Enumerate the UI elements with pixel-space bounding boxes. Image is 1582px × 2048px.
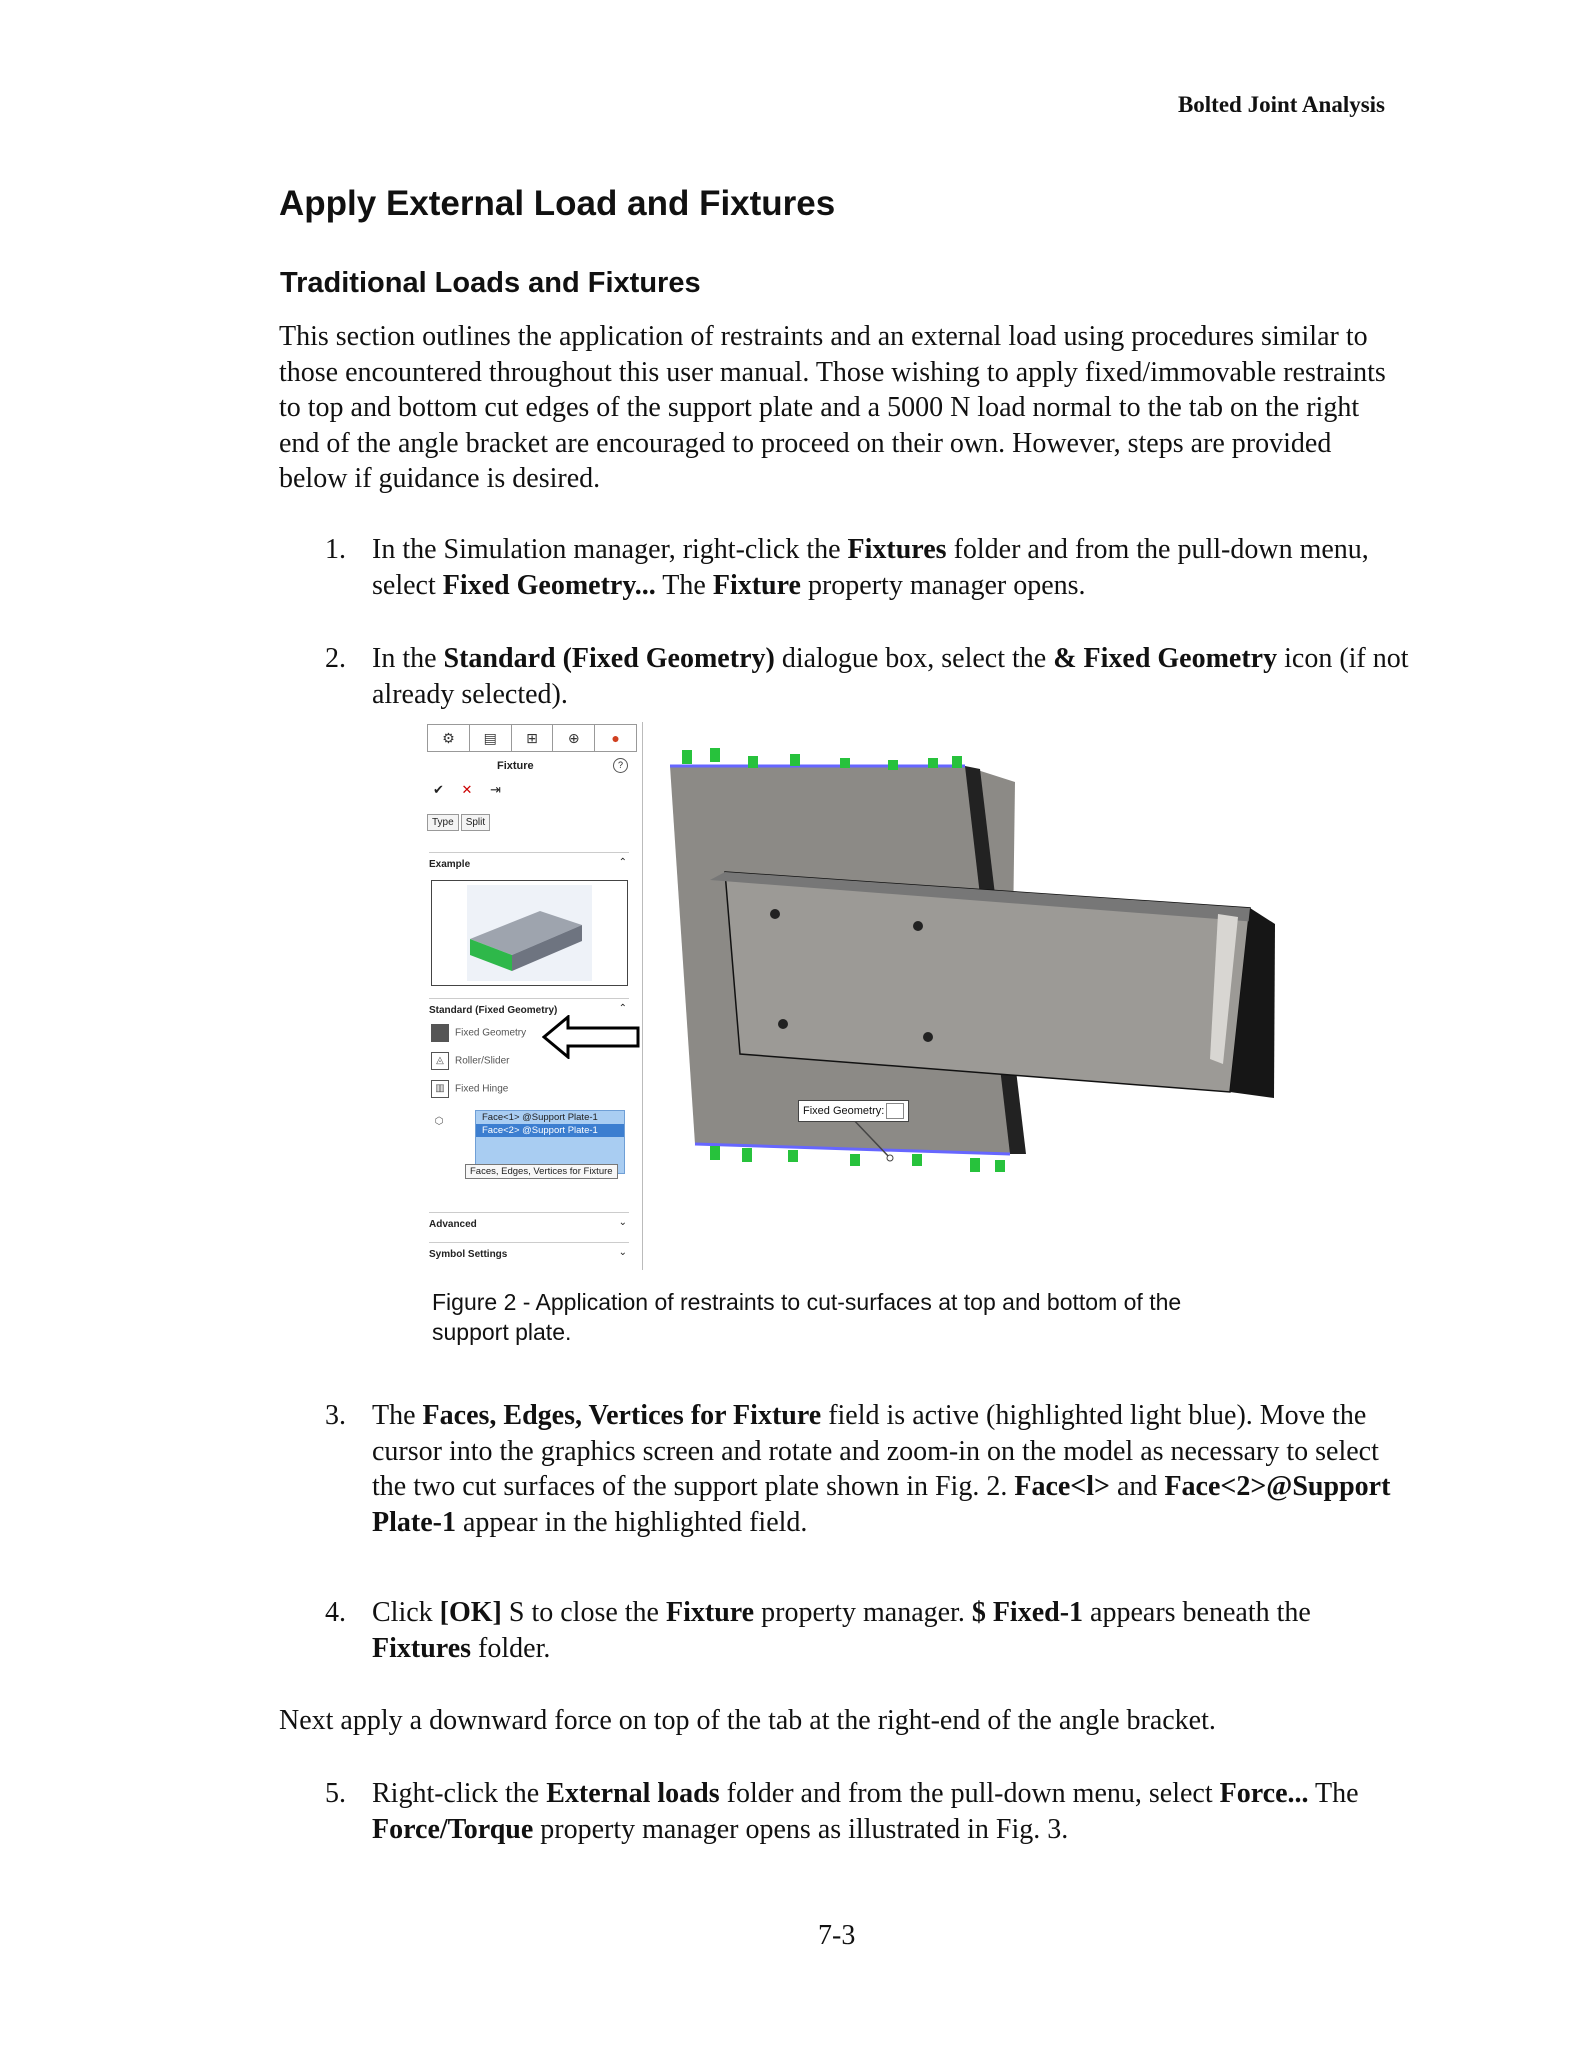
roller-slider-icon: ◬ [431,1052,449,1070]
fixed-geometry-callout: Fixed Geometry: [798,1100,909,1122]
chevron-down-icon: ⌄ [618,1247,627,1258]
fixture-property-manager [425,722,643,1270]
chevron-down-icon: ⌄ [618,1217,627,1228]
fixed-hinge-icon: ▥ [431,1080,449,1098]
list-item[interactable]: Face<2> @Support Plate-1 [476,1124,624,1137]
example-group-header[interactable]: Example ⌃ [429,852,629,870]
intro-paragraph: This section outlines the application of restraints and an external load using procedures similar to those encountered throughout this user manual. Those wishing to apply fixed/immovable restraints to top and bottom cut edges of the support plate and a 5000 N load normal to the tab on the right end of the angle bracket are encouraged to proceed on their own. However, steps are provided below if guidance is desired. [279,321,1386,494]
manager-toolbar [427,724,637,752]
configuration-manager-icon[interactable]: ⊞ [512,725,554,751]
fixed-geometry-option[interactable]: Fixed Geometry [431,1024,526,1042]
step-text: In the Standard (Fixed Geometry) dialogue box, select the & Fixed Geometry icon (if not already selected). [372,643,1409,710]
property-manager-icon[interactable]: ▤ [470,725,512,751]
faces-tooltip: Faces, Edges, Vertices for Fixture [465,1164,618,1179]
fixed-geometry-icon [431,1024,449,1042]
standard-group-header[interactable]: Standard (Fixed Geometry) ⌃ [429,998,629,1016]
tab-split[interactable]: Split [461,814,490,831]
chevron-up-icon: ⌃ [618,1003,627,1014]
fixed-hinge-option[interactable]: ▥ Fixed Hinge [431,1080,508,1098]
display-manager-icon[interactable]: ● [611,730,620,746]
page-number: 7-3 [818,1920,856,1951]
page-title: Apply External Load and Fixtures [279,184,836,223]
step-text: The Faces, Edges, Vertices for Fixture field is active (highlighted light blue). Move the cursor into the graphics screen and rotate and zoom-in on the model as necessary to select the two cut surfaces of the support plate shown in Fig. 2. Face<l> and Face<2>@Support Plate-1 appear in the highlighted field. [372,1400,1391,1538]
face-selection-icon: ⬡ [434,1116,444,1127]
step-number: 1. [325,534,346,565]
roller-slider-option[interactable]: ◬ Roller/Slider [431,1052,509,1070]
help-icon[interactable]: ? [613,758,628,773]
step-number: 2. [325,643,346,674]
step-number: 3. [325,1400,346,1431]
step-number: 4. [325,1597,346,1628]
transition-paragraph: Next apply a downward force on top of the tab at the right-end of the angle bracket. [279,1705,1216,1736]
step-number: 5. [325,1778,346,1809]
bracket-model-image [650,714,1290,1184]
advanced-group-header[interactable]: Advanced ⌄ [429,1212,629,1230]
ok-icon[interactable]: ✔ [433,782,444,797]
panel-title: Fixture [497,760,534,772]
chevron-up-icon: ⌃ [618,857,627,868]
dimxpert-icon[interactable]: ⊕ [553,725,595,751]
cancel-icon[interactable]: ✕ [461,782,473,797]
running-header: Bolted Joint Analysis [1177,92,1385,117]
step-text: Right-click the External loads folder and from the pull-down menu, select Force... The Force/Torque property manager opens as illustrated in Fig. 3. [372,1778,1359,1845]
step-text: In the Simulation manager, right-click the Fixtures folder and from the pull-down menu, select Fixed Geometry... The Fixture property manager opens. [372,534,1369,601]
list-item[interactable]: Face<1> @Support Plate-1 [482,1112,598,1123]
pointer-arrow-icon [542,1015,642,1059]
symbol-settings-group-header[interactable]: Symbol Settings ⌄ [429,1242,629,1260]
step-text: Click [OK] S to close the Fixture property manager. $ Fixed-1 appears beneath the Fixtures folder. [372,1597,1311,1664]
example-image [431,880,628,986]
figure-caption: Figure 2 - Application of restraints to cut-surfaces at top and bottom of the support plate. [432,1289,1182,1345]
feature-manager-icon[interactable]: ⚙ [428,725,470,751]
pin-icon[interactable]: ⇥ [490,782,501,797]
section-title: Traditional Loads and Fixtures [280,267,701,299]
tab-type[interactable]: Type [427,814,459,831]
